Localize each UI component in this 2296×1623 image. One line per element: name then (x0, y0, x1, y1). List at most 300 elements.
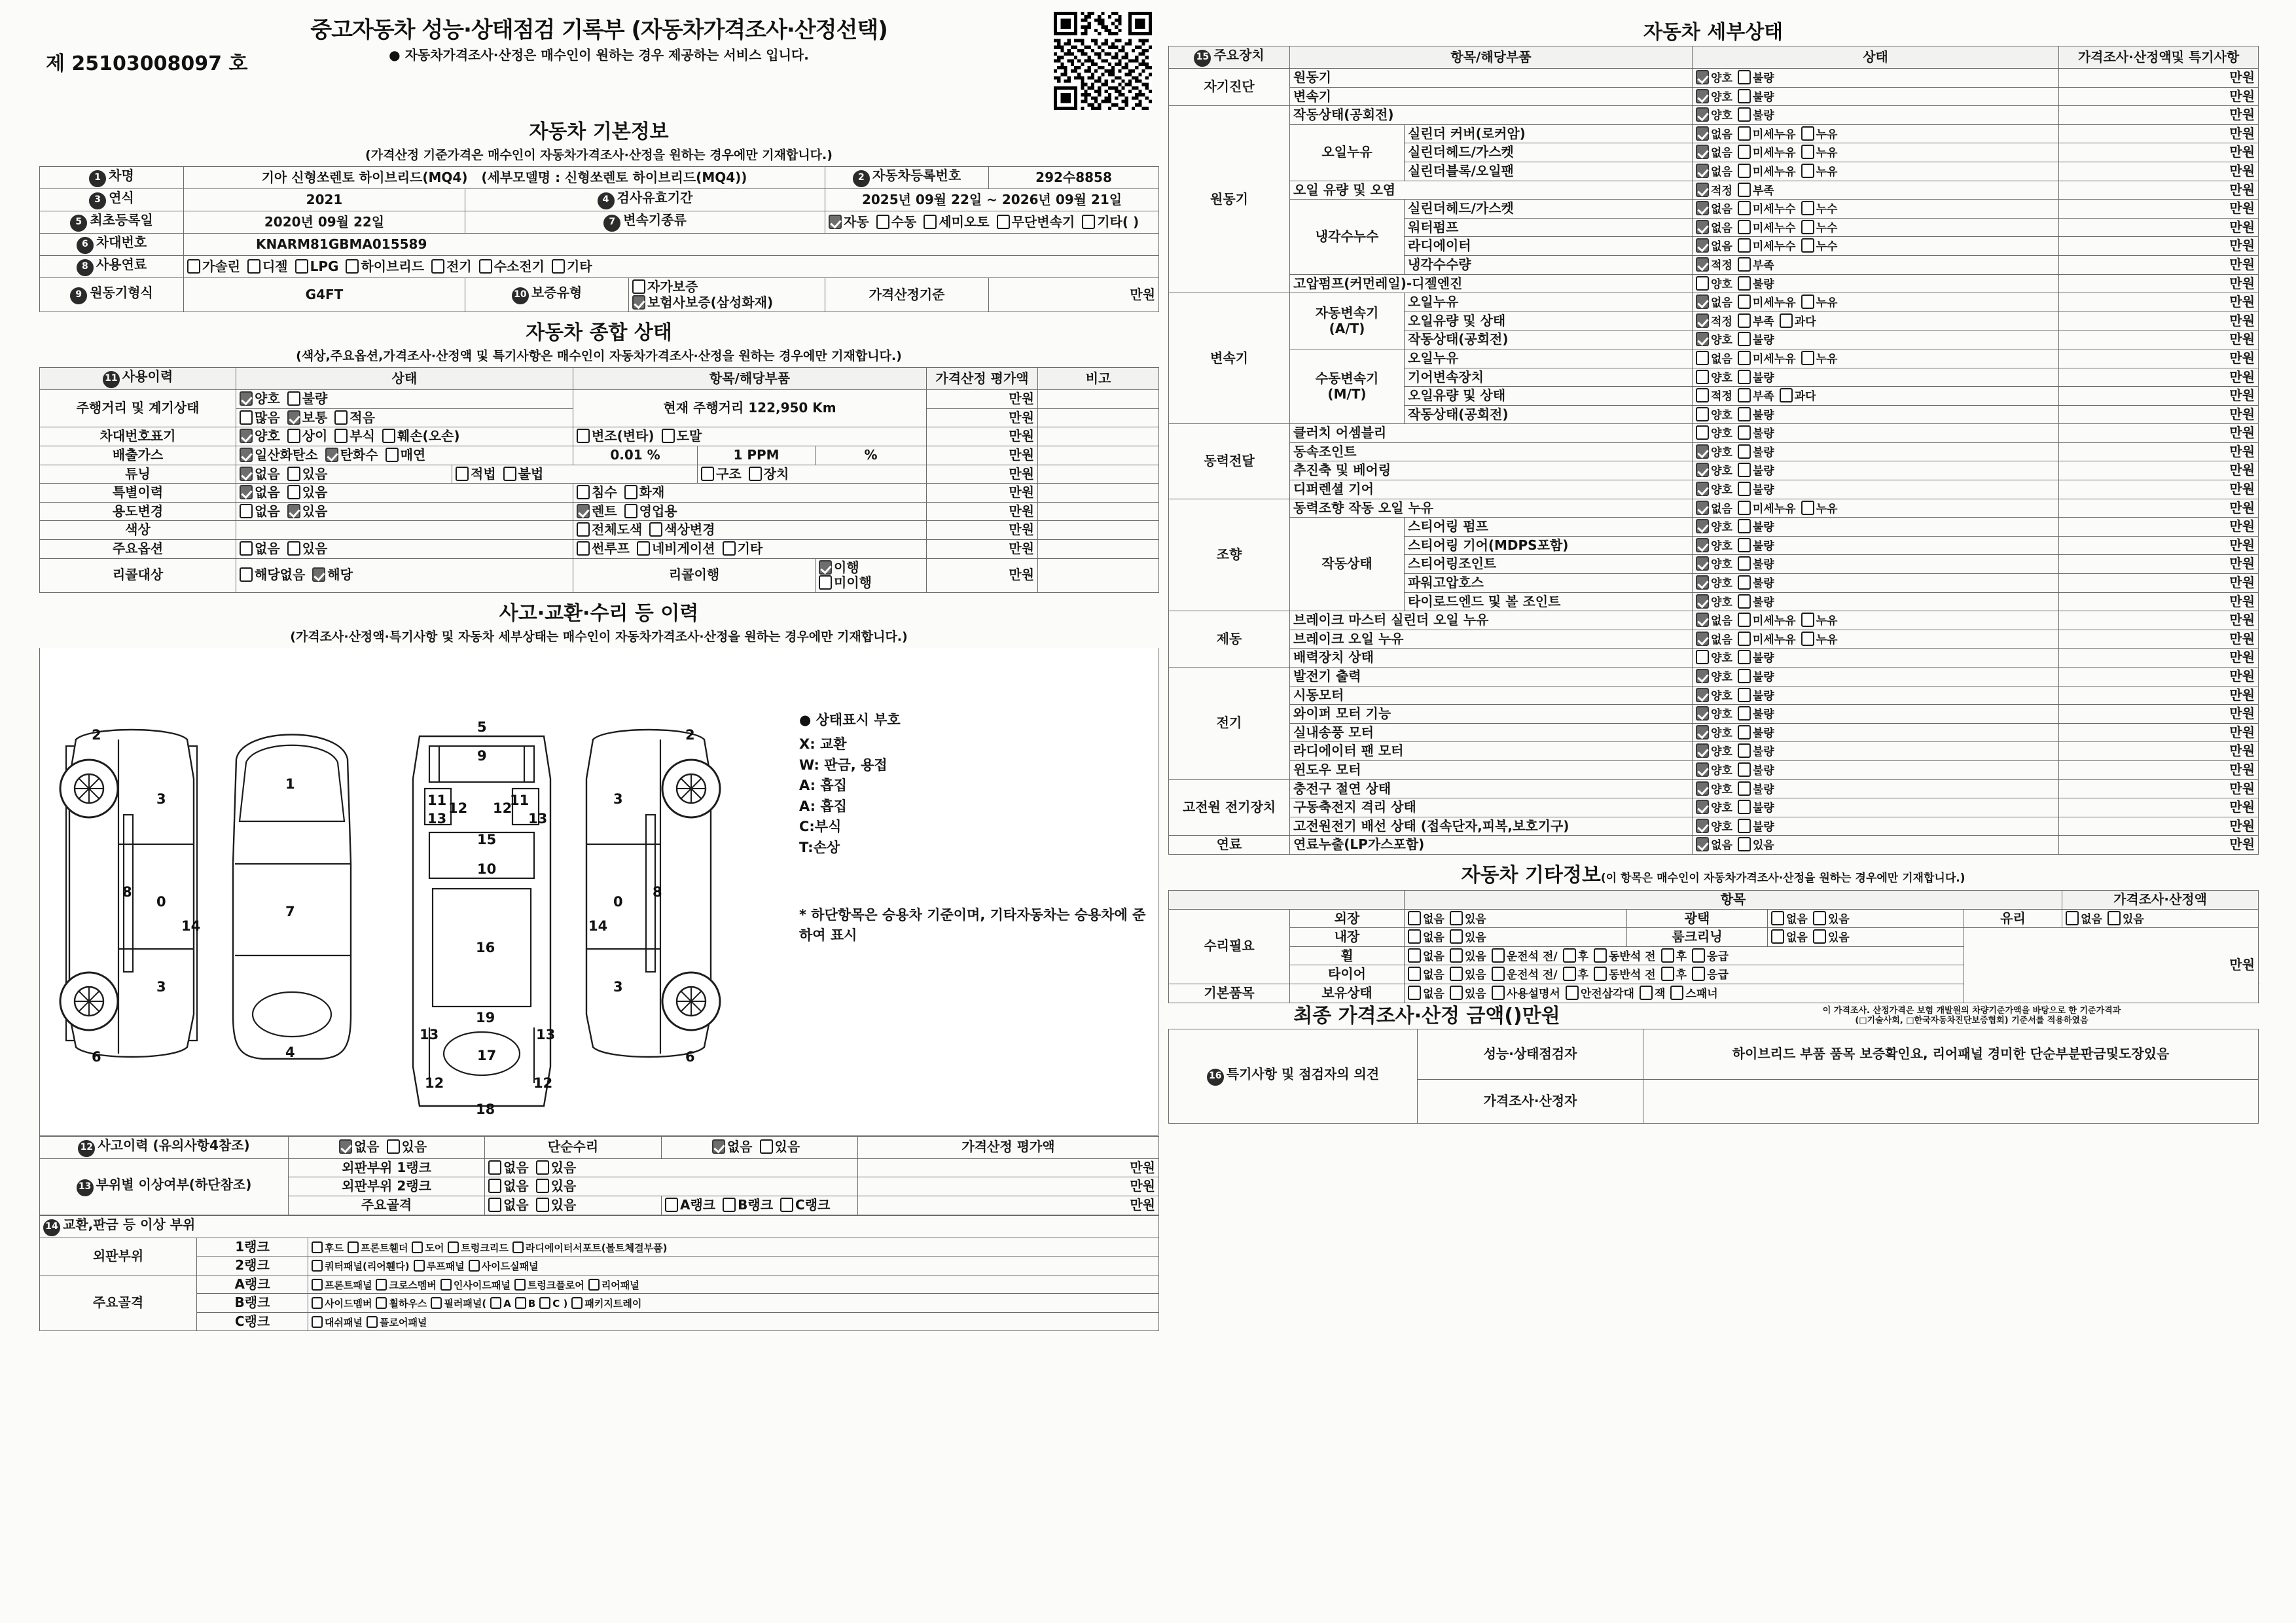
option-보통[interactable] (287, 410, 328, 426)
option-패키지트레이[interactable] (571, 1297, 641, 1310)
checkbox[interactable] (1801, 294, 1814, 309)
option-장치[interactable] (749, 467, 789, 482)
checkbox[interactable] (1738, 519, 1751, 533)
option-불량[interactable] (1738, 706, 1774, 721)
detail-state-options[interactable] (1693, 611, 2059, 630)
main-option-item-options[interactable] (573, 539, 927, 558)
checkbox[interactable] (1696, 519, 1709, 533)
option-이행[interactable] (819, 560, 859, 576)
special-history-item-options[interactable] (573, 484, 927, 503)
option-사이드실패널[interactable] (469, 1260, 539, 1273)
option-A랭크[interactable] (665, 1198, 715, 1213)
checkbox[interactable] (577, 522, 590, 537)
option-양호[interactable] (1696, 425, 1732, 440)
checkbox[interactable] (1450, 929, 1463, 944)
checkbox[interactable] (515, 1297, 526, 1309)
detail-state-options[interactable] (1693, 686, 2059, 705)
checkbox[interactable] (1696, 575, 1709, 590)
checkbox[interactable] (1696, 781, 1709, 796)
detail-state-options[interactable] (1693, 668, 2059, 687)
option-없음[interactable] (1696, 164, 1732, 179)
checkbox[interactable] (577, 485, 590, 499)
checkbox[interactable] (1696, 238, 1709, 253)
checkbox[interactable] (240, 567, 253, 582)
checkbox[interactable] (1696, 444, 1709, 459)
option-양호[interactable] (1696, 538, 1732, 553)
option-있음[interactable] (287, 467, 328, 482)
checkbox[interactable] (2066, 911, 2079, 925)
checkbox[interactable] (1771, 911, 1784, 925)
option-LPG[interactable] (295, 259, 339, 275)
option-있음[interactable] (760, 1139, 800, 1155)
checkbox[interactable] (1738, 575, 1751, 590)
checkbox[interactable] (536, 1198, 549, 1212)
option-불량[interactable] (1738, 688, 1774, 703)
checkbox[interactable] (512, 1241, 524, 1253)
option-동반석-전[interactable] (1594, 967, 1656, 982)
checkbox[interactable] (334, 410, 348, 425)
checkbox[interactable] (1566, 986, 1579, 1000)
option-불량[interactable] (1738, 107, 1774, 122)
checkbox[interactable] (1696, 220, 1709, 234)
checkbox[interactable] (287, 485, 300, 499)
checkbox[interactable] (1738, 70, 1751, 84)
option-있음[interactable] (1450, 911, 1486, 926)
option-없음[interactable] (1408, 929, 1444, 944)
option-누유[interactable] (1801, 294, 1838, 310)
checkbox[interactable] (632, 295, 645, 310)
checkbox[interactable] (649, 522, 662, 537)
checkbox[interactable] (1738, 556, 1751, 571)
checkbox[interactable] (1408, 986, 1421, 1000)
checkbox[interactable] (440, 1279, 452, 1291)
checkbox[interactable] (1696, 351, 1709, 365)
option-없음[interactable] (1696, 126, 1732, 141)
checkbox[interactable] (287, 391, 300, 406)
interior-options[interactable] (1405, 928, 1627, 947)
tire-options[interactable] (1405, 965, 1964, 984)
option-양호[interactable] (1696, 762, 1732, 777)
option-누수[interactable] (1801, 201, 1838, 216)
checkbox[interactable] (577, 541, 590, 556)
checkbox[interactable] (1801, 238, 1814, 253)
checkbox[interactable] (240, 467, 253, 481)
option-수소전기[interactable] (479, 259, 545, 275)
option-리어패널[interactable] (588, 1279, 639, 1292)
option-미세누유[interactable] (1738, 145, 1796, 160)
checkbox[interactable] (1696, 669, 1709, 683)
checkbox[interactable] (1696, 725, 1709, 740)
option-후[interactable] (1661, 967, 1687, 982)
detail-state-options[interactable] (1693, 330, 2059, 349)
option-운전석-전/[interactable] (1492, 967, 1558, 982)
option-불량[interactable] (1738, 276, 1774, 291)
checkbox[interactable] (2108, 911, 2121, 925)
option-부식[interactable] (334, 429, 375, 444)
checkbox[interactable] (723, 1198, 736, 1212)
checkbox[interactable] (1692, 967, 1705, 981)
vin-mark-item-options[interactable] (573, 427, 927, 446)
option-없음[interactable] (1696, 837, 1732, 852)
checkbox[interactable] (1696, 126, 1709, 141)
option-사용설명서[interactable] (1492, 986, 1560, 1001)
checkbox[interactable] (1801, 613, 1814, 627)
option-있음[interactable] (287, 504, 328, 520)
option-양호[interactable] (1696, 107, 1732, 122)
option-전체도색[interactable] (577, 522, 642, 538)
checkbox[interactable] (1408, 929, 1421, 944)
checkbox[interactable] (577, 504, 590, 518)
checkbox[interactable] (1738, 632, 1751, 646)
checkbox[interactable] (1408, 948, 1421, 963)
option-구조[interactable] (701, 467, 742, 482)
detail-state-options[interactable] (1693, 630, 2059, 649)
option-없음[interactable] (240, 467, 280, 482)
checkbox[interactable] (1450, 967, 1463, 981)
option-B[interactable] (515, 1297, 535, 1310)
detail-state-options[interactable] (1693, 387, 2059, 406)
option-누수[interactable] (1801, 238, 1838, 253)
option-불량[interactable] (1738, 743, 1774, 758)
option-누유[interactable] (1801, 632, 1838, 647)
option-플로어패널[interactable] (367, 1316, 427, 1329)
special-history-state-options[interactable] (236, 484, 573, 503)
option-상이[interactable] (287, 429, 328, 444)
checkbox[interactable] (1696, 594, 1709, 609)
option-하이브리드[interactable] (346, 259, 424, 275)
checkbox[interactable] (1696, 632, 1709, 646)
checkbox[interactable] (819, 575, 832, 590)
checkbox[interactable] (240, 391, 253, 406)
checkbox[interactable] (1801, 126, 1814, 141)
option-없음[interactable] (1696, 294, 1732, 310)
option-해당[interactable] (312, 567, 353, 583)
checkbox[interactable] (1696, 837, 1709, 851)
checkbox[interactable] (1738, 650, 1751, 664)
detail-state-options[interactable] (1693, 312, 2059, 330)
checkbox[interactable] (1813, 929, 1826, 944)
option-불량[interactable] (1738, 800, 1774, 815)
option-없음[interactable] (240, 504, 280, 520)
option-불량[interactable] (1738, 575, 1774, 590)
option-누유[interactable] (1801, 613, 1838, 628)
checkbox[interactable] (456, 467, 469, 481)
detail-state-options[interactable] (1693, 200, 2059, 219)
checkbox[interactable] (1696, 482, 1709, 496)
checkbox[interactable] (536, 1179, 549, 1193)
checkbox[interactable] (346, 259, 359, 274)
detail-state-options[interactable] (1693, 742, 2059, 761)
checkbox[interactable] (1738, 613, 1751, 627)
option-불량[interactable] (1738, 781, 1774, 796)
checkbox[interactable] (1738, 669, 1751, 683)
checkbox[interactable] (1670, 986, 1683, 1000)
option-미이행[interactable] (819, 575, 872, 591)
part-row-rank-options[interactable] (662, 1196, 858, 1215)
option-미세누수[interactable] (1738, 238, 1796, 253)
option-있음[interactable] (1813, 929, 1850, 944)
option-라디에이터서포트(볼트체결부품)[interactable] (512, 1241, 668, 1255)
checkbox[interactable] (997, 215, 1010, 229)
part-row-options[interactable] (485, 1196, 662, 1215)
option-불량[interactable] (1738, 594, 1774, 609)
exchange-options-rank-c[interactable] (308, 1312, 1159, 1331)
checkbox[interactable] (295, 259, 308, 274)
option-있음[interactable] (287, 541, 328, 557)
option-후드[interactable] (312, 1241, 344, 1255)
option-불량[interactable] (1738, 519, 1774, 534)
checkbox[interactable] (247, 259, 260, 274)
checkbox[interactable] (1738, 501, 1751, 515)
option-불량[interactable] (1738, 70, 1774, 85)
detail-state-options[interactable] (1693, 106, 2059, 125)
option-없음[interactable] (1408, 967, 1444, 982)
option-C-)[interactable] (539, 1297, 567, 1310)
option-양호[interactable] (1696, 725, 1732, 740)
option-불량[interactable] (1738, 463, 1774, 478)
option-있음[interactable] (536, 1198, 577, 1213)
option-미세누유[interactable] (1738, 632, 1796, 647)
checkbox[interactable] (1801, 632, 1814, 646)
option-양호[interactable] (1696, 407, 1732, 422)
option-운전석-전/[interactable] (1492, 948, 1558, 963)
option-양호[interactable] (1696, 706, 1732, 721)
detail-state-options[interactable] (1693, 124, 2059, 143)
option-안전삼각대[interactable] (1566, 986, 1634, 1001)
checkbox[interactable] (240, 485, 253, 499)
option-훼손(오손)[interactable] (382, 429, 460, 444)
checkbox[interactable] (1450, 911, 1463, 925)
checkbox[interactable] (1661, 967, 1674, 981)
checkbox[interactable] (1738, 688, 1751, 702)
option-B랭크[interactable] (723, 1198, 773, 1213)
checkbox[interactable] (1696, 257, 1709, 272)
checkbox[interactable] (240, 410, 253, 425)
option-양호[interactable] (1696, 669, 1732, 684)
option-자가보증[interactable] (632, 279, 698, 295)
option-기타[interactable] (723, 541, 763, 557)
checkbox[interactable] (490, 1297, 501, 1309)
option-양호[interactable] (1696, 482, 1732, 497)
checkbox[interactable] (1696, 706, 1709, 721)
option-불량[interactable] (1738, 89, 1774, 104)
option-불량[interactable] (1738, 819, 1774, 834)
checkbox[interactable] (1801, 145, 1814, 159)
checkbox[interactable] (1738, 313, 1751, 328)
checkbox[interactable] (312, 1316, 323, 1328)
wheel-options[interactable] (1405, 946, 1964, 965)
checkbox[interactable] (701, 467, 714, 481)
checkbox[interactable] (1563, 948, 1576, 963)
option-없음[interactable] (488, 1198, 529, 1213)
option-없음[interactable] (1696, 501, 1732, 516)
recall-fulfilled-options[interactable] (816, 558, 927, 592)
checkbox[interactable] (1738, 276, 1751, 291)
checkbox[interactable] (431, 259, 444, 274)
checkbox[interactable] (829, 215, 842, 229)
option-불량[interactable] (1738, 669, 1774, 684)
option-수동[interactable] (876, 215, 917, 230)
option-응급[interactable] (1692, 948, 1729, 963)
checkbox[interactable] (780, 1198, 793, 1212)
option-스패너[interactable] (1670, 986, 1717, 1001)
option-프론트패널[interactable] (312, 1279, 372, 1292)
option-있음[interactable] (1450, 948, 1486, 963)
checkbox[interactable] (287, 410, 300, 425)
option-양호[interactable] (1696, 650, 1732, 665)
checkbox[interactable] (588, 1279, 600, 1291)
checkbox[interactable] (637, 541, 650, 556)
option-없음[interactable] (1408, 986, 1444, 1001)
option-디젤[interactable] (247, 259, 288, 275)
detail-state-options[interactable] (1693, 555, 2059, 574)
option-미세누유[interactable] (1738, 351, 1796, 366)
option-트렁크플로어[interactable] (514, 1279, 584, 1292)
option-미세누수[interactable] (1738, 201, 1796, 216)
option-있음[interactable] (536, 1179, 577, 1194)
option-후[interactable] (1661, 948, 1687, 963)
option-탄화수[interactable] (325, 448, 378, 463)
detail-state-options[interactable] (1693, 499, 2059, 518)
checkbox[interactable] (312, 1297, 323, 1309)
option-불량[interactable] (1738, 762, 1774, 777)
option-양호[interactable] (1696, 70, 1732, 85)
checkbox[interactable] (577, 429, 590, 443)
checkbox[interactable] (312, 1260, 323, 1272)
option-없음[interactable] (339, 1139, 380, 1155)
option-적정[interactable] (1696, 313, 1732, 329)
option-양호[interactable] (1696, 444, 1732, 459)
checkbox[interactable] (376, 1297, 387, 1309)
checkbox[interactable] (1696, 388, 1709, 402)
tuning-item-options[interactable] (698, 465, 927, 484)
checkbox[interactable] (367, 1316, 378, 1328)
option-미세누유[interactable] (1738, 294, 1796, 310)
option-있음[interactable] (1738, 837, 1774, 852)
checkbox[interactable] (1696, 276, 1709, 291)
checkbox[interactable] (479, 259, 492, 274)
checkbox[interactable] (1696, 538, 1709, 552)
option-있음[interactable] (1813, 911, 1850, 926)
checkbox[interactable] (1801, 201, 1814, 215)
checkbox[interactable] (1801, 220, 1814, 234)
option-적정[interactable] (1696, 388, 1732, 403)
detail-state-options[interactable] (1693, 255, 2059, 274)
option-양호[interactable] (1696, 276, 1732, 291)
option-네비게이션[interactable] (637, 541, 715, 557)
checkbox[interactable] (287, 429, 300, 443)
checkbox[interactable] (348, 1241, 359, 1253)
detail-state-options[interactable] (1693, 218, 2059, 237)
option-썬루프[interactable] (577, 541, 630, 557)
option-동반석-전[interactable] (1594, 948, 1656, 963)
option-양호[interactable] (1696, 332, 1732, 347)
option-휠하우스[interactable] (376, 1297, 427, 1310)
usage-change-item-options[interactable] (573, 502, 927, 521)
option-있음[interactable] (287, 485, 328, 501)
checkbox[interactable] (1696, 425, 1709, 440)
option-부족[interactable] (1738, 257, 1774, 272)
checkbox[interactable] (287, 504, 300, 518)
option-양호[interactable] (1696, 819, 1732, 834)
checkbox[interactable] (1696, 501, 1709, 515)
option-양호[interactable] (240, 391, 280, 407)
tuning-state-options[interactable] (236, 465, 452, 484)
option-불량[interactable] (1738, 556, 1774, 571)
option-있음[interactable] (1450, 986, 1486, 1001)
option-색상변경[interactable] (649, 522, 715, 538)
option-없음[interactable] (240, 541, 280, 557)
checkbox[interactable] (187, 259, 200, 274)
checkbox[interactable] (503, 467, 516, 481)
checkbox[interactable] (1696, 463, 1709, 477)
detail-state-options[interactable] (1693, 162, 2059, 181)
option-미세누수[interactable] (1738, 220, 1796, 235)
checkbox[interactable] (1696, 332, 1709, 346)
checkbox[interactable] (1738, 594, 1751, 609)
checkbox[interactable] (1738, 164, 1751, 178)
option-없음[interactable] (488, 1160, 529, 1176)
option-화재[interactable] (624, 485, 665, 501)
detail-state-options[interactable] (1693, 649, 2059, 668)
option-A[interactable] (490, 1297, 511, 1310)
option-부족[interactable] (1738, 313, 1774, 329)
option-적정[interactable] (1696, 257, 1732, 272)
option-도어[interactable] (412, 1241, 444, 1255)
option-없음[interactable] (488, 1179, 529, 1194)
warranty-options[interactable] (629, 278, 825, 312)
checkbox[interactable] (1738, 762, 1751, 777)
checkbox[interactable] (876, 215, 889, 229)
option-불량[interactable] (1738, 370, 1774, 385)
checkbox[interactable] (376, 1279, 387, 1291)
option-불량[interactable] (1738, 650, 1774, 665)
detail-state-options[interactable] (1693, 461, 2059, 480)
checkbox[interactable] (1738, 201, 1751, 215)
checkbox[interactable] (1661, 948, 1674, 963)
checkbox[interactable] (1594, 948, 1607, 963)
checkbox[interactable] (1738, 743, 1751, 758)
checkbox[interactable] (819, 560, 832, 575)
checkbox[interactable] (1696, 556, 1709, 571)
option-인사이드패널[interactable] (440, 1279, 511, 1292)
checkbox[interactable] (1492, 986, 1505, 1000)
checkbox[interactable] (287, 467, 300, 481)
checkbox[interactable] (662, 429, 675, 443)
detail-state-options[interactable] (1693, 143, 2059, 162)
detail-state-options[interactable] (1693, 779, 2059, 798)
option-부족[interactable] (1738, 183, 1774, 198)
option-없음[interactable] (1771, 929, 1808, 944)
option-렌트[interactable] (577, 504, 617, 520)
checkbox[interactable] (387, 1139, 400, 1154)
detail-state-options[interactable] (1693, 181, 2059, 200)
option-과다[interactable] (1780, 388, 1816, 403)
exterior-options[interactable] (1405, 909, 1627, 928)
option-C랭크[interactable] (780, 1198, 830, 1213)
checkbox[interactable] (1738, 126, 1751, 141)
checkbox[interactable] (1696, 613, 1709, 627)
checkbox[interactable] (1738, 257, 1751, 272)
option-불량[interactable] (1738, 538, 1774, 553)
option-미세누유[interactable] (1738, 613, 1796, 628)
option-양호[interactable] (1696, 556, 1732, 571)
option-응급[interactable] (1692, 967, 1729, 982)
checkbox[interactable] (1738, 294, 1751, 309)
checkbox[interactable] (448, 1241, 459, 1253)
checkbox[interactable] (339, 1139, 352, 1154)
exchange-options-rank2[interactable] (308, 1257, 1159, 1275)
